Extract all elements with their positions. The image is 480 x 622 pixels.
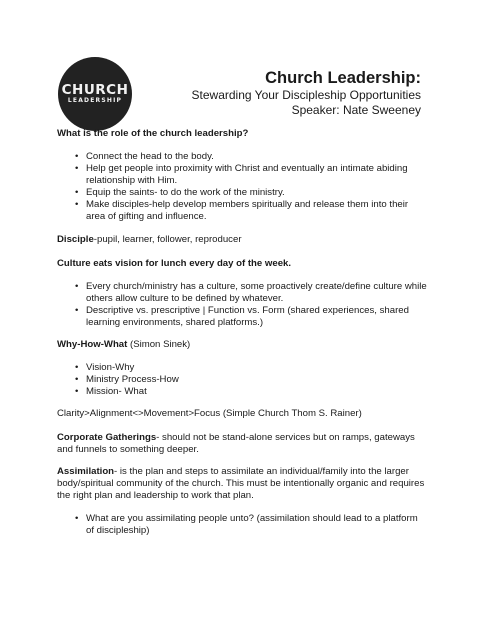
list-item: • Equip the saints- to do the work of the ministry. [57, 187, 427, 199]
list-item: • Every church/ministry has a culture, some proactively create/define culture while others allow culture to be defined by whatever. [57, 281, 427, 305]
corporate-text: - should not be stand-alone services but on ramps, gateways and funnels to something deeper. [57, 432, 415, 455]
why-how-what-source: (Simon Sinek) [127, 339, 191, 350]
list-item: • What are you assimilating people unto? (assimilation should lead to a platform of discipleship) [57, 513, 427, 537]
why-how-what-list [57, 362, 179, 398]
assimilation-paragraph [57, 466, 427, 502]
clarity-line: Clarity>Alignment<>Movement>Focus (Simple Church Thom S. Rainer) [57, 408, 362, 419]
assimilation-bullet-list [57, 513, 427, 537]
why-how-what-heading [57, 339, 190, 351]
role-question-heading: What is the role of the church leadership? [57, 128, 249, 139]
page-title: Church Leadership: [265, 69, 421, 87]
disciple-text: -pupil, learner, follower, reproducer [93, 234, 242, 245]
disciple-definition [57, 234, 242, 246]
assimilation-term: Assimilation [57, 466, 115, 477]
list-item: • Vision-Why [57, 362, 179, 374]
list-item: • Mission- What [57, 386, 179, 398]
church-leadership-logo [58, 57, 132, 131]
list-item: • Connect the head to the body. [57, 151, 427, 163]
assimilation-text: - is the plan and steps to assimilate an individual/family into the larger body/spiritual community of the church. This must be intentionally organic and requires the right plan and leadership to work that plan. [57, 466, 425, 501]
culture-heading: Culture eats vision for lunch every day of the week. [57, 258, 292, 269]
corporate-gatherings-paragraph [57, 432, 427, 456]
role-bullet-list [57, 151, 427, 223]
list-item: • Help get people into proximity with Christ and eventually an intimate abiding relationship with Him. [57, 163, 427, 187]
logo-line2: LEADERSHIP [67, 97, 123, 104]
speaker-line: Speaker: Nate Sweeney [291, 103, 421, 117]
disciple-term: Disciple [57, 234, 94, 245]
list-item: • Ministry Process-How [57, 374, 179, 386]
document-header [192, 68, 421, 118]
why-how-what-term: Why-How-What [57, 339, 128, 350]
list-item: • Descriptive vs. prescriptive | Function vs. Form (shared experiences, shared learning environments, shared platforms.) [57, 305, 427, 329]
corporate-term: Corporate Gatherings [57, 432, 157, 443]
logo-line1: CHURCH [61, 82, 129, 98]
page-subtitle: Stewarding Your Discipleship Opportunities [191, 88, 421, 102]
list-item: • Make disciples-help develop members spiritually and release them into their area of gifting and influence. [57, 199, 427, 223]
culture-bullet-list [57, 281, 427, 329]
